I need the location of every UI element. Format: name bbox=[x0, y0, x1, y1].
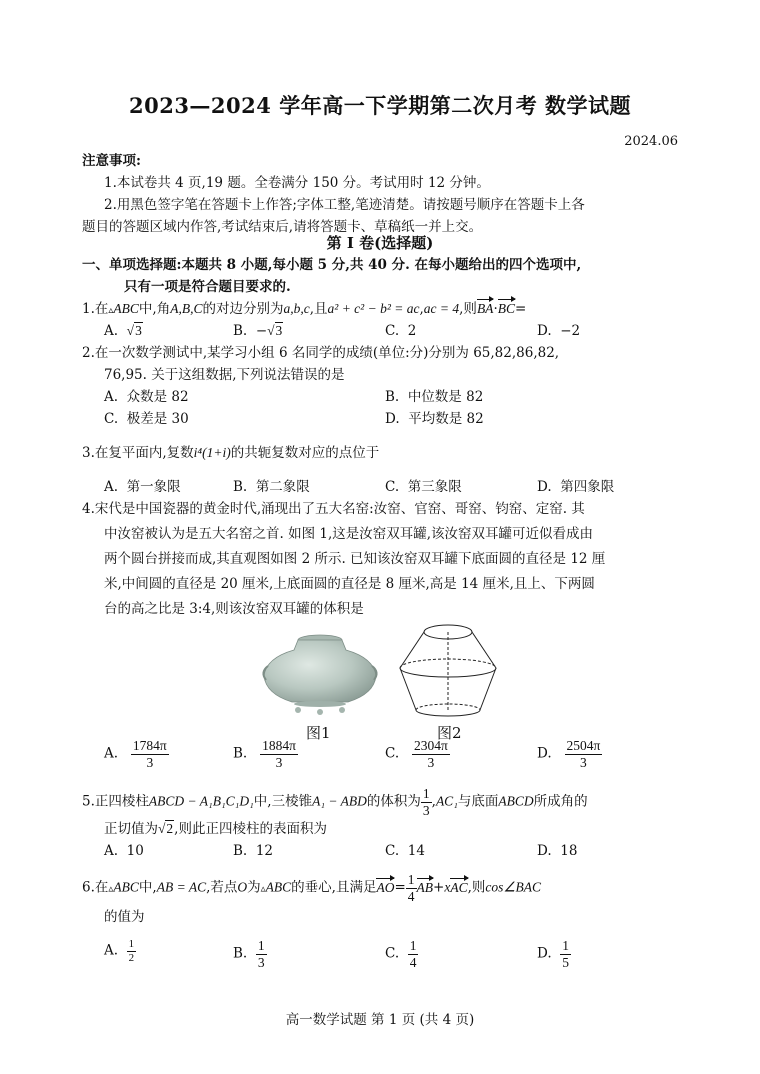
notice-item-1: 1.本试卷共 4 页,19 题。全卷满分 150 分。考试用时 12 分钟。 bbox=[104, 175, 490, 191]
q3-option-d: D. 第四象限 bbox=[537, 479, 615, 495]
q4-option-d: D. $\frac{2504\pi}{3}$ bbox=[537, 738, 601, 770]
figure-1-vase-image bbox=[258, 628, 382, 718]
q4-option-b: B. $\frac{1884\pi}{3}$ bbox=[233, 738, 296, 770]
volume-title: 第 I 卷(选择题) bbox=[326, 234, 434, 252]
q3-option-a: A. 第一象限 bbox=[104, 479, 181, 495]
notice-heading: 注意事项: bbox=[82, 153, 141, 169]
q6-option-d: D. $\frac{1}{5}$ bbox=[537, 938, 569, 970]
q2-option-d: D. 平均数是 82 bbox=[385, 411, 484, 427]
question-4-line-3: 两个圆台拼接而成,其直观图如图 2 所示. 已知该汝窑双耳罐下底面圆的直径是 12 厘 bbox=[104, 551, 606, 567]
question-5: 5.正四棱柱ABCD − A₁B₁C₁D₁中,三棱锥A₁ − ABD的体积为 $\frac{1}{3}$ ,AC₁与底面ABCD所成角的 bbox=[82, 786, 588, 818]
vector-ac: AC bbox=[450, 877, 467, 899]
notice-item-2-cont: 题目的答题区域内作答,考试结束后,请将答题卡、草稿纸一并上交。 bbox=[82, 219, 483, 235]
question-3: 3.在复平面内,复数i⁴(1+i)的共轭复数对应的点位于 bbox=[82, 445, 380, 461]
figure-2-caption: 图2 bbox=[437, 724, 462, 742]
question-1: 1.在▵ABC中,角A,B,C的对边分别为a,b,c,且a² + c² − b² = ac,ac = 4,则BA·BC= bbox=[82, 298, 526, 322]
vector-ao: AO bbox=[376, 877, 394, 899]
question-5-cont: 正切值为√2,则此正四棱柱的表面积为 bbox=[104, 821, 327, 837]
q4-option-c: C. $\frac{2304\pi}{3}$ bbox=[385, 738, 448, 770]
vector-ab: AB bbox=[417, 877, 434, 899]
question-2-cont: 76,95. 关于这组数据,下列说法错误的是 bbox=[104, 367, 345, 383]
q1-option-a: A. √3 bbox=[104, 323, 142, 339]
q1-option-b: B. −√3 bbox=[233, 323, 283, 339]
question-4-line-5: 台的高之比是 3:4,则该汝窑双耳罐的体积是 bbox=[104, 601, 364, 617]
vector-bc: BC bbox=[498, 298, 515, 320]
question-4-line-2: 中汝窑被认为是五大名窑之首. 如图 1,这是汝窑双耳罐,该汝窑双耳罐可近似看成由 bbox=[104, 526, 594, 542]
exam-date: 2024.06 bbox=[624, 134, 678, 149]
q1-option-c: C. 2 bbox=[385, 323, 417, 339]
exam-title: 2023—2024 学年高一下学期第二次月考 数学试题 bbox=[128, 93, 631, 118]
vector-ba: BA bbox=[477, 298, 494, 320]
q3-option-c: C. 第三象限 bbox=[385, 479, 462, 495]
part1-heading: 一、单项选择题:本题共 8 小题,每小题 5 分,共 40 分. 在每小题给出的四个选项中, bbox=[82, 257, 582, 273]
question-4: 4.宋代是中国瓷器的黄金时代,涌现出了五大名窑:汝窑、官窑、哥窑、钧窑、定窑. 其 bbox=[82, 501, 585, 517]
q5-option-d: D. 18 bbox=[537, 843, 578, 859]
figure-2-frustum-diagram bbox=[396, 622, 500, 722]
q1-option-d: D. −2 bbox=[537, 323, 581, 339]
q4-option-a: A. $\frac{1784\pi}{3}$ bbox=[104, 738, 167, 770]
q2-option-c: C. 极差是 30 bbox=[104, 411, 189, 427]
q3-option-b: B. 第二象限 bbox=[233, 479, 310, 495]
figure-1-caption: 图1 bbox=[306, 724, 331, 742]
part1-heading-cont: 只有一项是符合题目要求的. bbox=[124, 279, 291, 295]
q5-option-c: C. 14 bbox=[385, 843, 425, 859]
q5-option-b: B. 12 bbox=[233, 843, 273, 859]
notice-item-2: 2.用黑色签字笔在答题卡上作答;字体工整,笔迹清楚。请按题号顺序在答题卡上各 bbox=[104, 197, 585, 213]
q5-option-a: A. 10 bbox=[104, 843, 144, 859]
question-6-cont: 的值为 bbox=[104, 909, 145, 925]
q2-option-b: B. 中位数是 82 bbox=[385, 389, 484, 405]
page-footer: 高一数学试题 第 1 页 (共 4 页) bbox=[285, 1012, 475, 1028]
q6-option-b: B. $\frac{1}{3}$ bbox=[233, 938, 265, 970]
q2-option-a: A. 众数是 82 bbox=[104, 389, 189, 405]
q6-option-c: C. $\frac{1}{4}$ bbox=[385, 938, 417, 970]
q6-option-a: A. $\frac{1}{2}$ bbox=[104, 938, 135, 964]
question-4-line-4: 米,中间圆的直径是 20 厘米,上底面圆的直径是 8 厘米,高是 14 厘米,且上、下两圆 bbox=[104, 576, 595, 592]
question-6: 6.在▵ABC中,AB = AC,若点O为▵ABC的垂心,且满足AO= $\frac{1}{4}$ AB+xAC,则cos∠BAC bbox=[82, 872, 541, 904]
question-2: 2.在一次数学测试中,某学习小组 6 名同学的成绩(单位:分)分别为 65,82,86,82, bbox=[82, 345, 560, 361]
